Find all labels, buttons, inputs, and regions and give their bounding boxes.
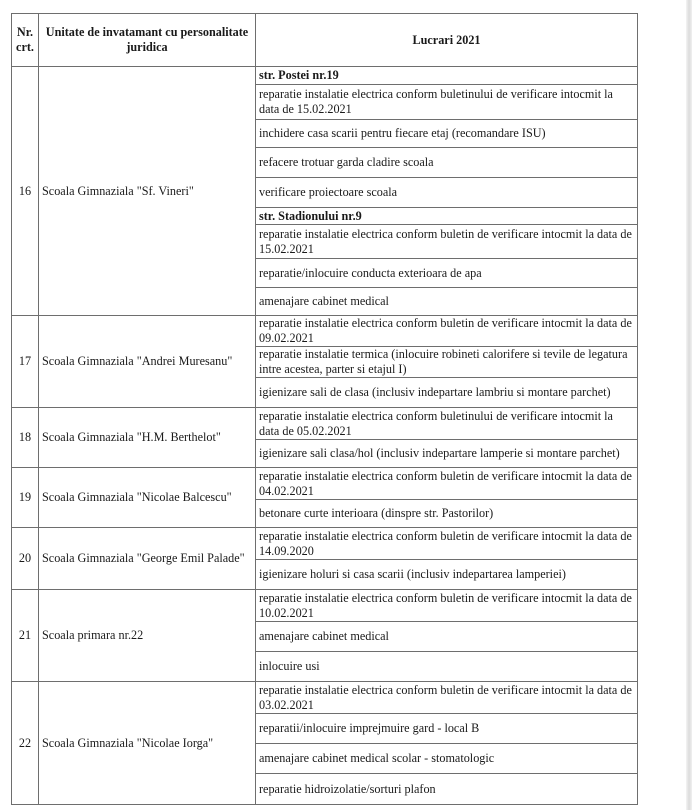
work-item: reparatie instalatie electrica conform buletin de verificare intocmit la data de 15.02.2021 <box>256 225 638 259</box>
work-item: igienizare sali de clasa (inclusiv indepartare lambriu si montare parchet) <box>256 378 638 408</box>
row-number: 20 <box>12 528 39 590</box>
work-item: amenajare cabinet medical <box>256 288 638 316</box>
work-item: reparatie/inlocuire conducta exterioara de apa <box>256 259 638 288</box>
work-item: reparatie instalatie electrica conform buletin de verificare intocmit la data de 09.02.2021 <box>256 316 638 347</box>
school-name: Scoala Gimnaziala "Nicolae Iorga" <box>39 682 256 805</box>
school-name: Scoala Gimnaziala "George Emil Palade" <box>39 528 256 590</box>
school-name: Scoala Gimnaziala "H.M. Berthelot" <box>39 408 256 468</box>
work-item: reparatie instalatie electrica conform buletin de verificare intocmit la data de 03.02.2021 <box>256 682 638 714</box>
address-heading: str. Postei nr.19 <box>256 67 638 85</box>
work-item: amenajare cabinet medical scolar - stomatologic <box>256 744 638 774</box>
works-table <box>11 13 638 805</box>
work-item: igienizare holuri si casa scarii (inclusiv indepartarea lamperiei) <box>256 560 638 590</box>
row-number: 16 <box>12 67 39 316</box>
work-item: verificare proiectoare scoala <box>256 178 638 208</box>
work-item: refacere trotuar garda cladire scoala <box>256 148 638 178</box>
table-row <box>12 682 638 714</box>
table-row <box>12 590 638 622</box>
work-item: reparatie instalatie electrica conform buletinului de verificare intocmit la data de 15.02.2021 <box>256 85 638 120</box>
row-number: 19 <box>12 468 39 528</box>
table-body <box>12 67 638 805</box>
work-item: reparatie instalatie electrica conform buletin de verificare intocmit la data de 04.02.2021 <box>256 468 638 500</box>
header-nr: Nr. crt. <box>12 14 39 67</box>
table-row <box>12 468 638 500</box>
row-number: 18 <box>12 408 39 468</box>
school-name: Scoala Gimnaziala "Andrei Muresanu" <box>39 316 256 408</box>
table-row <box>12 67 638 85</box>
row-number: 17 <box>12 316 39 408</box>
work-item: amenajare cabinet medical <box>256 622 638 652</box>
work-item: inchidere casa scarii pentru fiecare etaj (recomandare ISU) <box>256 120 638 148</box>
work-item: igienizare sali clasa/hol (inclusiv indepartare lamperie si montare parchet) <box>256 440 638 468</box>
work-item: betonare curte interioara (dinspre str. Pastorilor) <box>256 500 638 528</box>
work-item: reparatie hidroizolatie/sorturi plafon <box>256 774 638 805</box>
table-row <box>12 408 638 440</box>
table-row <box>12 316 638 347</box>
table-header-row <box>12 14 638 67</box>
work-item: reparatie instalatie termica (inlocuire robineti calorifere si tevile de legatura intre acestea, parter si etajul I) <box>256 347 638 378</box>
work-item: inlocuire usi <box>256 652 638 682</box>
row-number: 22 <box>12 682 39 805</box>
work-item: reparatie instalatie electrica conform buletin de verificare intocmit la data de 10.02.2021 <box>256 590 638 622</box>
address-heading: str. Stadionului nr.9 <box>256 208 638 225</box>
school-name: Scoala Gimnaziala "Sf. Vineri" <box>39 67 256 316</box>
work-item: reparatie instalatie electrica conform buletinului de verificare intocmit la data de 05.02.2021 <box>256 408 638 440</box>
row-number: 21 <box>12 590 39 682</box>
header-unit: Unitate de invatamant cu personalitate juridica <box>39 14 256 67</box>
work-item: reparatii/inlocuire imprejmuire gard - local B <box>256 714 638 744</box>
school-name: Scoala Gimnaziala "Nicolae Balcescu" <box>39 468 256 528</box>
school-name: Scoala primara nr.22 <box>39 590 256 682</box>
work-item: reparatie instalatie electrica conform buletin de verificare intocmit la data de 14.09.2020 <box>256 528 638 560</box>
page-edge-shadow <box>686 0 692 810</box>
header-works: Lucrari 2021 <box>256 14 638 67</box>
table-row <box>12 528 638 560</box>
